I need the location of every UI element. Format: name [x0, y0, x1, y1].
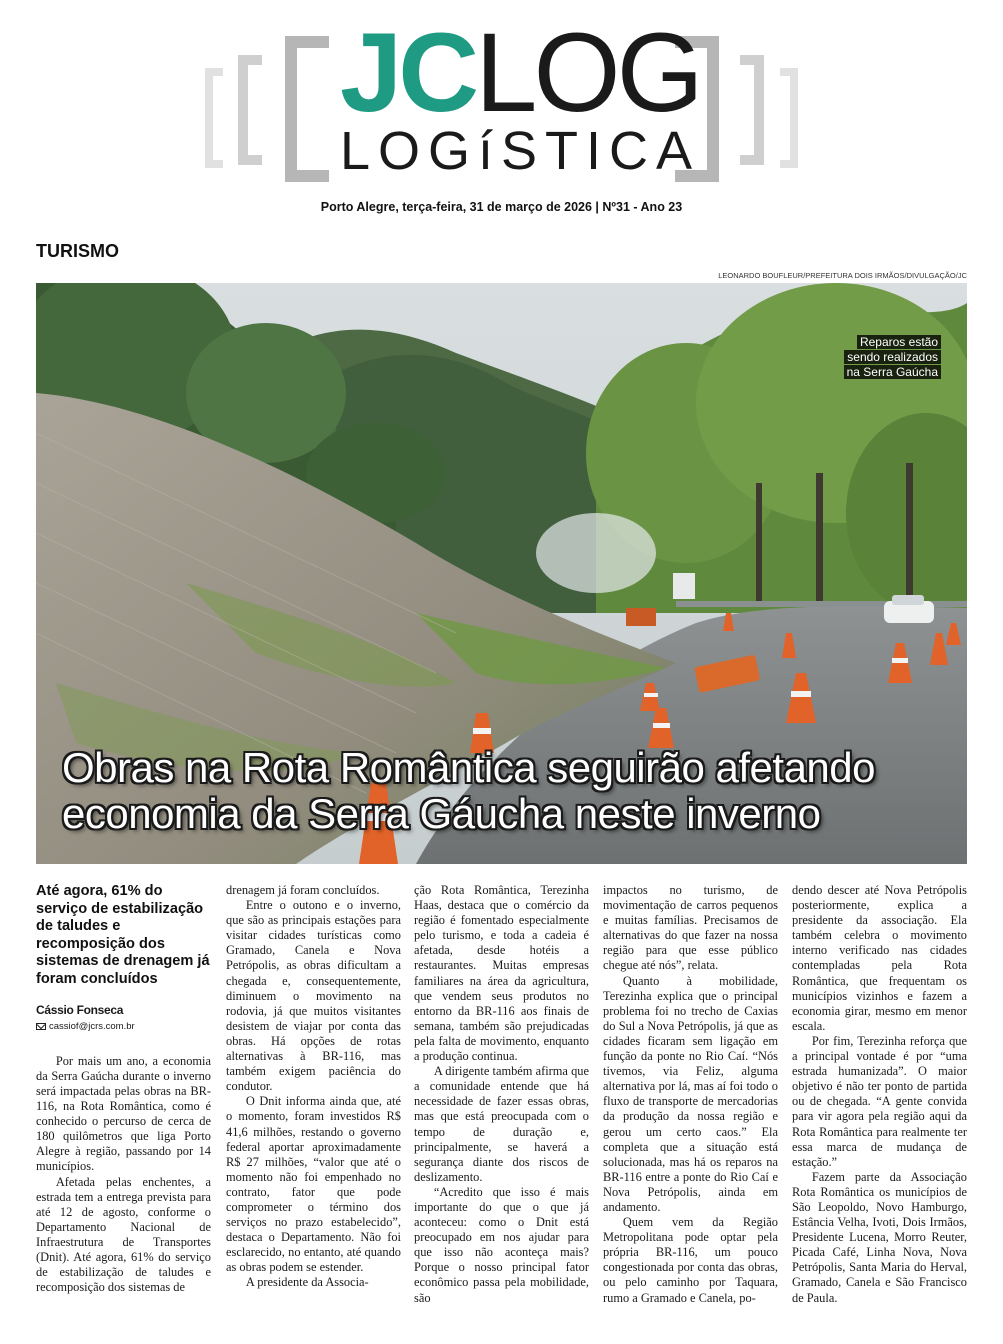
paragraph: Quem vem da Região Metropolitana pode optar pela própria BR-116, um pouco congestionada por conta das obras, ou pelo caminho por Taquara, rumo a Gramado e Canela, po-: [603, 1215, 778, 1305]
paragraph: Entre o outono e o inverno, que são as principais estações para visitar cidades turísticas como Gramado, Canela e Nova Petrópolis, as obras dificultam a chegada e, consequentemente, diminuem o movimento na rodovia, já que muitos visitantes desistem de viajar por conta das obras. Há opções de rotas alternativas à BR-116, mas também exigem paciência do condutor.: [226, 898, 401, 1094]
paragraph: O Dnit informa ainda que, até o momento, foram investidos R$ 41,6 milhões, restando o governo federal aportar aproximadamente R$ 27 milhões, “valor que até o momento não foi empenhado no contrato, fator que pode comprometer o término dos serviços no prazo estabelecido”, destaca o Departamento. Não foi esclarecido, no entanto, até quando as obras podem se estender.: [226, 1094, 401, 1275]
author-name: Cássio Fonseca: [36, 1002, 124, 1017]
masthead: [0, 0, 1003, 200]
paragraph: A presidente da Associa-: [245, 1275, 369, 1290]
bracket-decoration: [205, 68, 223, 168]
dateline: Porto Alegre, terça-feira, 31 de março de 2026 | Nº31 - Ano 23: [320, 200, 683, 214]
paragraph: A dirigente também afirma que a comunidade entende que há necessidade de fazer essas obras, mas que está preocupada com o tempo de duração e, principalmente, se haverá a segurança diante dos riscos de deslizamento.: [414, 1064, 589, 1184]
author-email-text[interactable]: cassiof@jcrs.com.br: [49, 1020, 135, 1032]
logo-subtitle: LOGíSTICA: [340, 121, 701, 181]
article-column-1: [36, 883, 211, 1295]
caption-line: sendo realizados: [844, 350, 941, 364]
article-photo: [36, 283, 967, 864]
photo-caption: [844, 335, 941, 380]
bracket-decoration: [780, 68, 798, 168]
logo-log: LOG: [475, 10, 700, 135]
article-headline: [62, 745, 952, 837]
paragraph: Por mais um ano, a economia da Serra Gaúcha durante o inverno será impactada pelas obras na BR-116, na Rota Romântica, como é conhecido o percurso de cerca de 180 quilômetros que liga Porto Alegre à região, passando por 14 municípios.: [36, 1053, 211, 1174]
paragraph: Fazem parte da Associação Rota Romântica os municípios de São Leopoldo, Novo Hamburgo, Estância Velha, Ivoti, Dois Irmãos, Presidente Lucena, Morro Reuter, Picada Café, Linha Nova, Nova Petrópolis, Santa Maria do Herval, Gramado, Canela e São Francisco de Paula.: [792, 1169, 967, 1305]
paragraph: dendo descer até Nova Petrópolis posteriormente, explica a presidente da associação. Ela também celebra o movimento interno verificado nas cidades contempladas pela Rota Romântica, que frequentam os municípios vizinhos e fazem a economia girar, mesmo em menor escala.: [792, 883, 967, 1033]
paragraph: Afetada pelas enchentes, a estrada tem a entrega prevista para até 12 de agosto, conforme o Departamento Nacional de Infraestrutura de Transportes (Dnit). Até agora, 61% do serviço de estabilização de taludes e recomposição dos sistemas de: [36, 1174, 211, 1295]
article-dek: Até agora, 61% do serviço de estabilização de taludes e recomposição dos sistemas de drenagem já foram concluídos: [36, 883, 210, 987]
headline-line: Obras na Rota Romântica seguirão afetando: [62, 744, 875, 791]
envelope-icon: [36, 1023, 46, 1030]
photo-credit: LEONARDO BOUFLEUR/PREFEITURA DOIS IRMÃOS/DIVULGAÇÃO/JC: [718, 271, 967, 280]
paragraph: impactos no turismo, de movimentação de carros pequenos e muitas famílias. Precisamos de alternativas do que fazer na nossa região para que esse público chegue até nós”, relata.: [603, 883, 778, 973]
headline-line: economia da Serra Gáucha neste inverno: [62, 790, 821, 837]
paragraph: ção Rota Romântica, Terezinha Haas, destaca que o comércio da região é fomentado especialmente pelo turismo, e toda a cadeia é afetada, desde hotéis a restaurantes. Muitas empresas familiares na área da agricultura, que vendem seus produtos no entorno da BR-116 aos finais de semana, também são prejudicadas pela falta de movimento, enquanto a produção continua.: [414, 883, 589, 1064]
paragraph: Quanto à mobilidade, Terezinha explica que o principal problema foi no trecho de Caxias do Sul a Nova Petrópolis, já que as cidades ficaram sem ligação em função da ponte no Rio Caí. “Nós tivemos, via Feliz, alguma alternativa por lá, mas aí foi todo o fluxo de transporte de mercadorias da produção da nossa região e gerou um certo caos.” Ela completa que a situação está solucionada, mas há os reparos na BR-116 entre a ponte do Rio Caí e Nova Petrópolis, ainda em andamento.: [603, 973, 778, 1214]
bracket-decoration: [238, 55, 262, 165]
caption-line: na Serra Gaúcha: [844, 365, 941, 379]
bracket-decoration: [740, 55, 764, 165]
article-column-4: [603, 883, 778, 1306]
paragraph: “Acredito que isso é mais importante do que o que já aconteceu: como o Dnit está preocupado em nos ajudar para que isso não aconteça mais? Porque o nosso principal fator econômico passa pela mobilidade, são: [414, 1184, 589, 1305]
article-column-5: [792, 883, 967, 1306]
caption-line: Reparos estão: [857, 335, 941, 349]
author-email[interactable]: [36, 1019, 211, 1034]
paragraph: drenagem já foram concluídos.: [226, 883, 380, 897]
paragraph: Por fim, Terezinha reforça que a principal vontade é por “uma estrada humanizada”. O maior objetivo é não ter ponto de partida ou de chegada. “A gente convida para vir agora pela região aqui da Rota Romântica para realmente ter essa marca de mudança de estação.”: [792, 1033, 967, 1169]
jclog-logo[interactable]: [340, 10, 701, 181]
bracket-decoration: [285, 36, 329, 182]
article-column-3: [414, 883, 589, 1306]
section-label: TURISMO: [36, 241, 119, 261]
logo-jc: JC: [340, 10, 476, 135]
article-column-2: [226, 883, 401, 1291]
